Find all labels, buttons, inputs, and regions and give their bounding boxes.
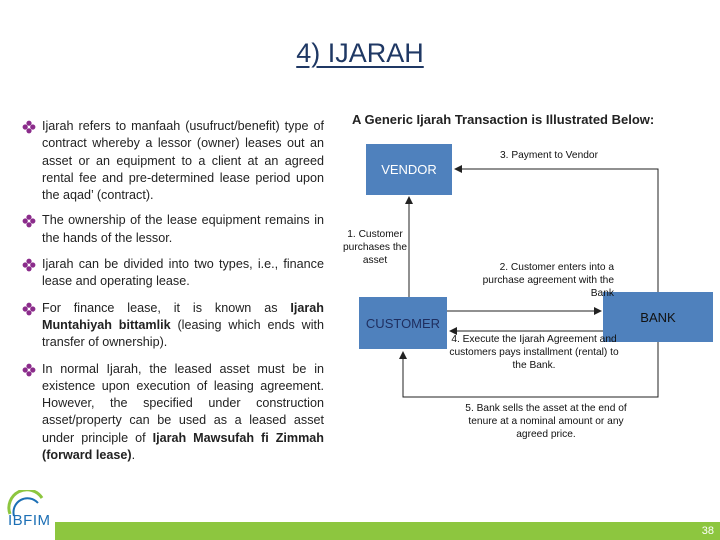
footer-bar (55, 522, 720, 540)
step-5-label: 5. Bank sells the asset at the end of tenure at a nominal amount or any agreed price. (465, 403, 627, 440)
ibfim-logo-text: IBFIM (8, 512, 51, 529)
diagram-title: A Generic Ijarah Transaction is Illustrated Below: (352, 112, 655, 127)
bullet-item: Ijarah refers to manfaah (usufruct/benefit) type of contract whereby a lessor (owner) leases out an asset or an equipment to a client at an agreed rental fee and pre-determined lease period upon the aqad’ (contract). (22, 118, 324, 204)
bullet-item: The ownership of the lease equipment remains in the hands of the lessor. (22, 212, 324, 247)
step-3-label: 3. Payment to Vendor (500, 150, 598, 161)
bank-box: BANK (603, 292, 713, 342)
bullet-item: For finance lease, it is known as Ijarah Muntahiyah bittamlik (leasing which ends with transfer of ownership). (22, 300, 324, 352)
step-1-label: 1. Customer purchases the asset (343, 229, 407, 266)
slide-title: 4) IJARAH (296, 38, 424, 68)
vendor-box: VENDOR (366, 144, 452, 195)
customer-box: CUSTOMER (359, 297, 447, 349)
step-4-label: 4. Execute the Ijarah Agreement and customers pays installment (rental) to the Bank. (449, 334, 619, 371)
bullet-item: In normal Ijarah, the leased asset must be in existence upon execution of leasing agreement. However, the specified under construction asset/property can be used as a leased asset under principle of Ijarah Mawsufah fi Zimmah (forward lease). (22, 361, 324, 465)
page-number: 38 (701, 525, 714, 537)
bullet-item: Ijarah can be divided into two types, i.e., finance lease and operating lease. (22, 256, 324, 291)
step-2-label: 2. Customer enters into a purchase agreement with the Bank (482, 262, 614, 299)
